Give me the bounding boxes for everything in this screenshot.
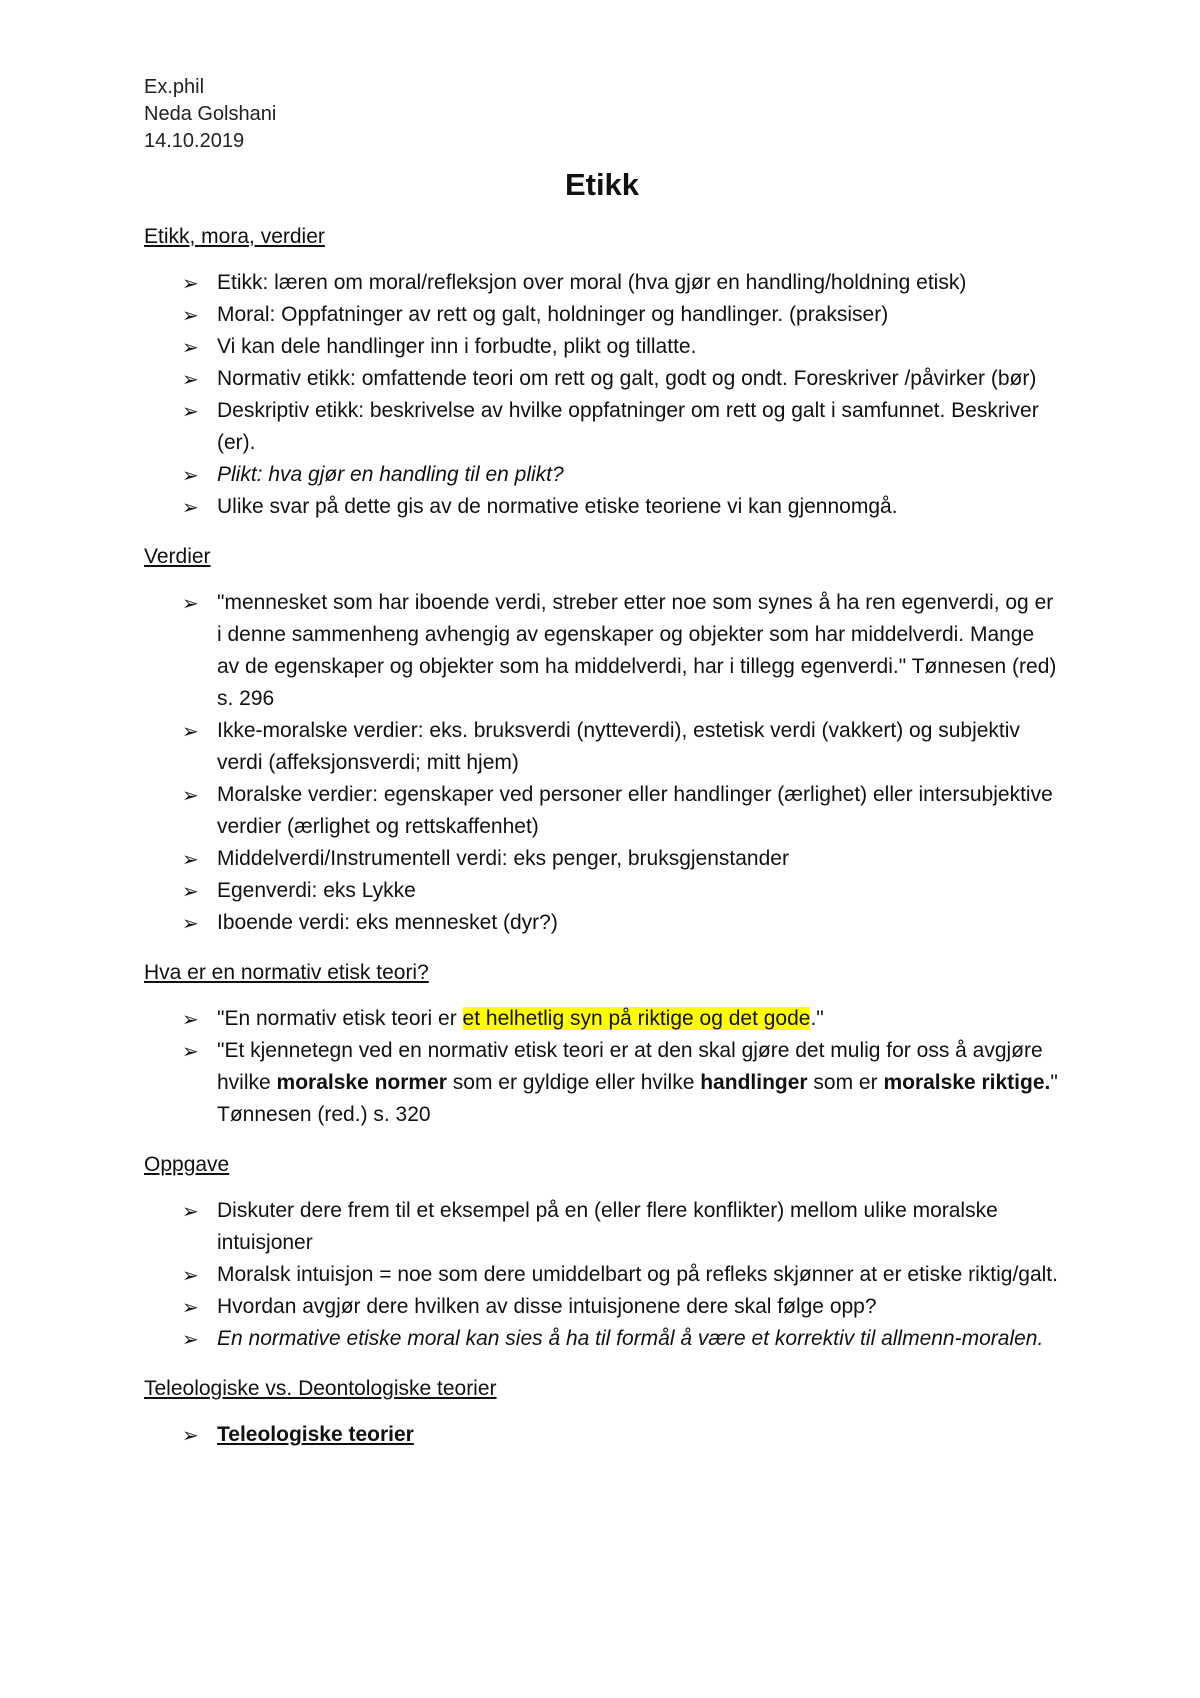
bullet-list bbox=[144, 267, 1060, 523]
bullet-list bbox=[144, 1419, 1060, 1451]
list-item bbox=[144, 395, 1060, 459]
list-item bbox=[144, 875, 1060, 907]
arrow-bullet-icon: ➢ bbox=[182, 1295, 199, 1319]
list-item bbox=[144, 459, 1060, 491]
arrow-bullet-icon: ➢ bbox=[182, 719, 199, 743]
arrow-bullet-icon: ➢ bbox=[182, 1423, 199, 1447]
highlighted-text: et helhetlig syn på riktige og det gode bbox=[462, 1007, 811, 1030]
document-title: Etikk bbox=[564, 167, 640, 202]
document-date: 14.10.2019 bbox=[144, 130, 245, 152]
list-item bbox=[144, 715, 1060, 779]
section-heading: Verdier bbox=[144, 545, 211, 568]
arrow-bullet-icon: ➢ bbox=[182, 271, 199, 295]
list-item bbox=[144, 299, 1060, 331]
arrow-bullet-icon: ➢ bbox=[182, 1199, 199, 1223]
arrow-bullet-icon: ➢ bbox=[182, 911, 199, 935]
arrow-bullet-icon: ➢ bbox=[182, 1007, 199, 1031]
arrow-bullet-icon: ➢ bbox=[182, 847, 199, 871]
author-name: Neda Golshani bbox=[144, 103, 277, 125]
bullet-list bbox=[144, 587, 1060, 939]
arrow-bullet-icon: ➢ bbox=[182, 335, 199, 359]
course-name: Ex.phil bbox=[144, 76, 205, 98]
list-item bbox=[144, 1003, 1060, 1035]
section-heading: Oppgave bbox=[144, 1153, 230, 1176]
list-item bbox=[144, 331, 1060, 363]
section-heading: Etikk, mora, verdier bbox=[144, 225, 325, 248]
list-item-text: Plikt: hva gjør en handling til en plikt? bbox=[217, 463, 564, 486]
list-item-text: Normativ etikk: omfattende teori om rett og galt, godt og ondt. Foreskriver /påvirker (bør) bbox=[217, 367, 1037, 390]
text-segment: "Et kjennetegn ved en normativ etisk teori er at den skal gjøre det mulig for oss å avgjøre hvilke bbox=[217, 1039, 1043, 1094]
arrow-bullet-icon: ➢ bbox=[182, 591, 199, 615]
list-item bbox=[144, 1419, 1060, 1451]
list-item-text: Ikke-moralske verdier: eks. bruksverdi (nytteverdi), estetisk verdi (vakkert) og subjektiv verdi (affeksjonsverdi; mitt hjem) bbox=[217, 719, 1020, 774]
bold-text: handlinger bbox=[700, 1071, 808, 1094]
section-heading: Hva er en normativ etisk teori? bbox=[144, 961, 429, 984]
list-item-text: Ulike svar på dette gis av de normative etiske teoriene vi kan gjennomgå. bbox=[217, 495, 898, 518]
list-item bbox=[144, 1195, 1060, 1259]
list-item-text: Iboende verdi: eks mennesket (dyr?) bbox=[217, 911, 558, 934]
text-segment: som er bbox=[807, 1071, 884, 1094]
list-item-text: Moralsk intuisjon = noe som dere umiddelbart og på refleks skjønner at er etiske riktig/galt. bbox=[217, 1263, 1058, 1286]
arrow-bullet-icon: ➢ bbox=[182, 495, 199, 519]
section-heading: Teleologiske vs. Deontologiske teorier bbox=[144, 1377, 497, 1400]
list-item bbox=[144, 491, 1060, 523]
list-item-text: "mennesket som har iboende verdi, streber etter noe som synes å ha ren egenverdi, og er i denne sammenheng avhengig av egenskaper og objekter som har middelverdi. Mange av de egenskaper og objekter som ha middelverdi, har i tillegg egenverdi." Tønnesen (red) s. 296 bbox=[217, 591, 1057, 710]
list-item-text: Egenverdi: eks Lykke bbox=[217, 879, 416, 902]
arrow-bullet-icon: ➢ bbox=[182, 303, 199, 327]
list-item bbox=[144, 1323, 1060, 1355]
list-item-text: Moralske verdier: egenskaper ved personer eller handlinger (ærlighet) eller intersubjektive verdier (ærlighet og rettskaffenhet) bbox=[217, 783, 1053, 838]
list-item-text bbox=[217, 1007, 824, 1030]
arrow-bullet-icon: ➢ bbox=[182, 879, 199, 903]
list-item bbox=[144, 267, 1060, 299]
list-item bbox=[144, 363, 1060, 395]
list-item-text: En normative etiske moral kan sies å ha til formål å være et korrektiv til allmenn-moralen. bbox=[217, 1327, 1044, 1350]
list-item-text: Diskuter dere frem til et eksempel på en (eller flere konflikter) mellom ulike moralske intuisjoner bbox=[217, 1199, 998, 1254]
list-item bbox=[144, 907, 1060, 939]
arrow-bullet-icon: ➢ bbox=[182, 1327, 199, 1351]
list-item bbox=[144, 587, 1060, 715]
text-segment: " Tønnesen (red.) s. 320 bbox=[217, 1071, 1058, 1126]
arrow-bullet-icon: ➢ bbox=[182, 783, 199, 807]
list-item bbox=[144, 1291, 1060, 1323]
arrow-bullet-icon: ➢ bbox=[182, 1263, 199, 1287]
list-item-text bbox=[217, 1039, 1058, 1126]
list-item-text: Etikk: læren om moral/refleksjon over moral (hva gjør en handling/holdning etisk) bbox=[217, 271, 967, 294]
list-item bbox=[144, 779, 1060, 843]
list-item bbox=[144, 843, 1060, 875]
list-item-text: Vi kan dele handlinger inn i forbudte, plikt og tillatte. bbox=[217, 335, 697, 358]
document-body bbox=[144, 223, 1060, 1451]
text-segment: "En normativ etisk teori er bbox=[217, 1007, 463, 1030]
arrow-bullet-icon: ➢ bbox=[182, 1039, 199, 1063]
bullet-list bbox=[144, 1003, 1060, 1131]
text-segment: ." bbox=[810, 1007, 824, 1030]
arrow-bullet-icon: ➢ bbox=[182, 399, 199, 423]
list-item-text: Middelverdi/Instrumentell verdi: eks penger, bruksgjenstander bbox=[217, 847, 789, 870]
bullet-list bbox=[144, 1195, 1060, 1355]
arrow-bullet-icon: ➢ bbox=[182, 367, 199, 391]
arrow-bullet-icon: ➢ bbox=[182, 463, 199, 487]
bold-text: moralske normer bbox=[276, 1071, 447, 1094]
list-item bbox=[144, 1035, 1060, 1131]
list-item-text: Moral: Oppfatninger av rett og galt, holdninger og handlinger. (praksiser) bbox=[217, 303, 889, 326]
list-item-text: Deskriptiv etikk: beskrivelse av hvilke oppfatninger om rett og galt i samfunnet. Beskriver (er). bbox=[217, 399, 1039, 454]
text-segment: som er gyldige eller hvilke bbox=[446, 1071, 701, 1094]
list-item-text: Teleologiske teorier bbox=[217, 1423, 414, 1446]
bold-text: moralske riktige. bbox=[883, 1071, 1051, 1094]
list-item-text: Hvordan avgjør dere hvilken av disse intuisjonene dere skal følge opp? bbox=[217, 1295, 877, 1318]
list-item bbox=[144, 1259, 1060, 1291]
